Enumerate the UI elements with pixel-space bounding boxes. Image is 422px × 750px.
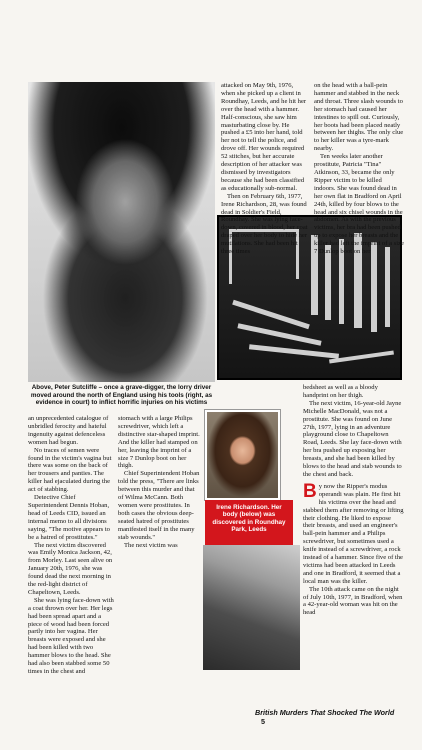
paragraph: bedsheet as well as a bloody handprint on her thigh. xyxy=(303,384,378,399)
paragraph: Ten weeks later another prostitute, Patricia "Tina" Atkinson, 33, became the only Ripper victim to be killed indoors. She was found dead in her own flat in Bradford on April 24th, killed by four blows to the head and six chisel wounds in the abdomen. As with the previous victims, her bra had been pushed up to expose her breasts and the killer had left the imprint of a size 7 Dunlop boot on her xyxy=(314,153,404,256)
paragraph: attacked on May 9th, 1976, when she picked up a client in Roundhay, Leeds, and he hit her over the head with a hammer. Half-conscious, she saw him masturbating close by. He pushed a £5 into her hand, told her not to tell the police, and drove off. Her wounds required 52 stitches, but her accurate description of her attacker was dismissed by investigators because she had been classified as educationally sub-normal. xyxy=(221,82,307,192)
paragraph: The next victim was xyxy=(124,541,178,549)
paragraph: Detective Chief Superintendent Dennis Hoban, head of Leeds CID, issued an internal memo to all divisions saying, "The motive appears to be a hatred of prostitutes." xyxy=(28,494,110,541)
article-column-bottom-left xyxy=(28,415,114,676)
hammer-image xyxy=(329,350,394,363)
paragraph: The next victim discovered was Emily Monica Jackson, 42, from Morley. Last seen alive on January 20th, 1976, she was found dead the next morning in the red-light district of Chapeltown, Leeds. xyxy=(28,541,113,596)
chisel-image xyxy=(325,245,331,320)
article-column-top-middle xyxy=(221,82,309,256)
victim-caption: Irene Richardson. Her body (below) was discovered in Roundhay Park, Leeds xyxy=(205,500,293,546)
article-column-top-right xyxy=(314,82,404,256)
publication-title: British Murders That Shocked The World xyxy=(255,708,395,717)
irene-richardson-photo xyxy=(205,410,280,500)
paragraph: Then on February 6th, 1977, Irene Richardson, 28, was found dead in Soldier's Field, Roundhay. She was lying face-down, covered in blood, her coat draped over her body to hide her mutilations. She had been hit three times xyxy=(221,192,308,256)
paragraph: an unprecedented catalogue of unbridled ferocity and hateful ingenuity against defenceless women had begun. xyxy=(28,415,109,446)
dropcap-letter: B xyxy=(303,480,317,502)
paragraph: stomach with a large Philips screwdriver, which left a distinctive star-shaped imprint. And the killer had stamped on her, leaving the imprint of a size 7 Dunlop boot on her thigh. xyxy=(118,415,200,470)
main-photo-caption: Above, Peter Sutcliffe – once a grave-digger, the lorry driver moved around the north of England using his tools (right, as evidence in court) to inflict horrific injuries on his victims xyxy=(30,384,213,407)
paragraph: on the head with a ball-pein hammer and stabbed in the neck and throat. Three slash wounds to her stomach had caused her intestines to spill out. Curiously, her boots had been placed neatly between her thighs. The only clue to her killer was a tyre-mark nearby. xyxy=(314,82,404,153)
paragraph: The next victim, 16-year-old Jayne Michelle MacDonald, was not a prostitute. She was found on June 27th, 1977, lying in an adventure playground close to Chapeltown Road, Leeds. She lay face-down with her bra pushed up exposing her breasts, and she had been killed by blows to the head and stab wounds to the chest and back. xyxy=(303,399,402,478)
dropcap-text: y now the Ripper's modus operandi was plain. He first hit his victims over the head and stabbed them after removing or lifting their clothing. He liked to expose their breasts, and used an engineer's ball-pein hammer and a Philips screwdriver, but sometimes used a knife instead of a screwdriver, a rock instead of a hammer. Since five of the victims had been attacked in Leeds and one in Bradford, it seemed that a local man was the killer. xyxy=(303,482,404,585)
dropcap-paragraph xyxy=(303,480,404,586)
article-column-bottom-right xyxy=(303,384,404,617)
page-footer xyxy=(255,708,405,726)
paragraph: She was lying face-down with a coat thrown over her. Her legs had been spread apart and a piece of wood had been forced partly into her vagina. Her breasts were exposed and she had been killed with two hammer blows to the head. She had also been stabbed some 50 times in the chest and xyxy=(28,596,114,675)
peter-sutcliffe-photo xyxy=(28,82,215,382)
chisel-image xyxy=(385,247,390,327)
page-number: 5 xyxy=(261,717,265,726)
hammer-image xyxy=(249,344,339,358)
paragraph: The 10th attack came on the night of July 10th, 1977, in Bradford, when a 42-year-old woman was hit on the head xyxy=(303,585,403,617)
paragraph: No traces of semen were found in the victim's vagina but there was some on the back of her trousers and panties. The killer had ejaculated during the act of stabbing. xyxy=(28,446,112,494)
roundhay-park-photo xyxy=(203,545,300,670)
article-column-bottom-middle xyxy=(118,415,200,549)
paragraph: Chief Superintendent Hoban told the press, "There are links between this murder and that of Wilma McCann. Both women were prostitutes. In both cases the obvious deep-seated hatred of prostitutes manifested itself in the many stab wounds." xyxy=(118,470,200,541)
